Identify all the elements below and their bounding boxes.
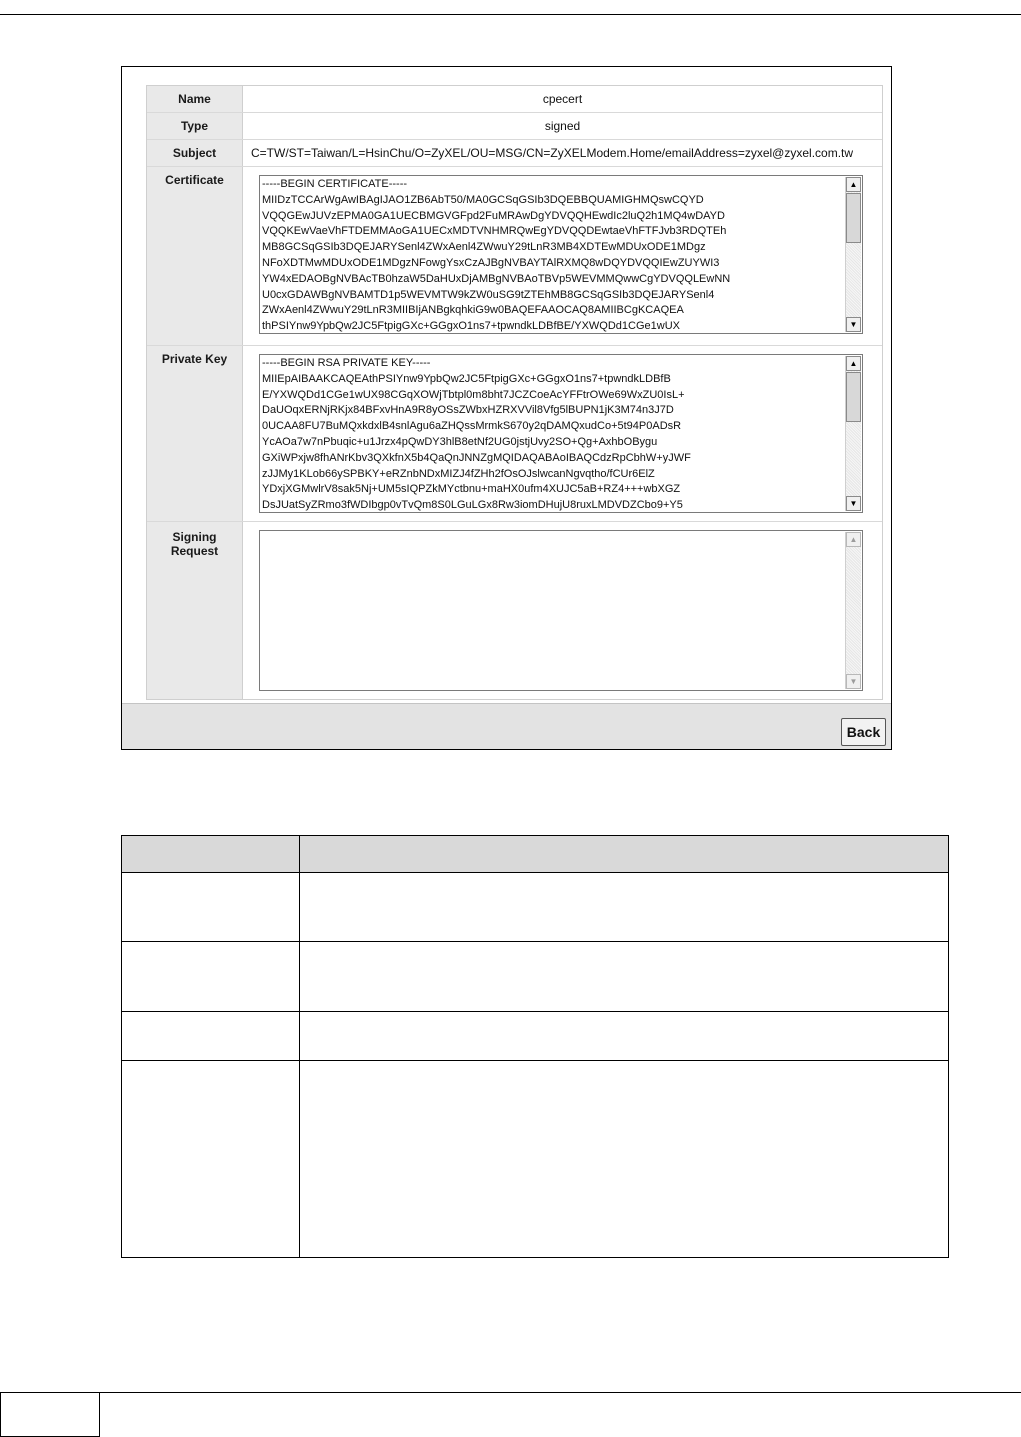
type-row — [147, 113, 882, 140]
field-description-table — [121, 835, 949, 1258]
name-label: Name — [147, 86, 243, 112]
signing-request-label: Signing Request — [147, 522, 243, 699]
name-value: cpecert — [542, 92, 583, 106]
scroll-down-arrow-icon[interactable]: ▼ — [846, 496, 861, 511]
certificate-value-cell — [243, 167, 882, 345]
scroll-up-arrow-icon[interactable]: ▲ — [846, 356, 861, 371]
back-button[interactable]: Back — [841, 718, 886, 746]
table-header-row — [122, 836, 948, 873]
signing-request-row — [147, 522, 882, 699]
column-divider — [299, 836, 300, 1257]
page-header-rule — [0, 14, 1021, 15]
private-key-text: -----BEGIN RSA PRIVATE KEY----- MIIEpAIBAAKCAQEAthPSIYnw9YpbQw2JC5FtpigGXc+GGgxO1ns7+tpwndkLDBfB E/YXWQDd1CGe1wUX98CGqXOWjTbtpl0m8bht7JCZCoeAcYFFtrOWe69WxZU0IsL+ DaUOqxERNjRKjx84BFxvHnA9R8yOSsZWbxHZRXVVil8Vfg5lBUPN1jK3M74n3J7D 0UCAA8FU7BuMQxkdxlB4snlAgu6aZHQssMrmkS670y2qDAMQxudCo+5t94P0ADsR YcAOa7w7nPbuqic+u1Jrzx4pQwDY3hlB8etNf2UG0jstjUvy2SO+Qg+AxhbOBygu GXiWPxjw8fhANrKbv3QXkfnX5b4QaQnJNNZgMQIDAQABAoIBAQCdzRpCbhW+yJWF zJJMy1KLob66ySPBKY+eRZnbNDxMIZJ4fZHh2fOsOJslwcanNgvqtho/fCUr6ElZ YDxjXGMwlrV8sak5Nj+UM5sIQPZkMYctbnu+maHX0ufm4XUJC5aB+RZ4+++wbXGZ DsJUatSyZRmo3fWDIbgp0vTvQm8S0LGuLGx8Rw3iomDHujU8ruxLMDVDZCbo9+Y5 — [262, 357, 691, 512]
private-key-row — [147, 346, 882, 522]
signing-request-textarea[interactable] — [259, 530, 863, 691]
certificate-row — [147, 167, 882, 346]
button-bar — [122, 703, 891, 749]
signing-request-value-cell — [243, 522, 882, 699]
page-number-box — [0, 1392, 100, 1437]
table-row — [122, 942, 948, 1012]
certificate-details-form — [146, 85, 883, 700]
type-value: signed — [544, 119, 581, 133]
name-row — [147, 86, 882, 113]
certificate-label: Certificate — [147, 167, 243, 345]
page-footer-rule — [100, 1392, 1021, 1393]
certificate-textarea[interactable] — [259, 175, 863, 334]
table-row — [122, 1061, 948, 1257]
scroll-down-arrow-icon[interactable]: ▼ — [846, 674, 861, 689]
subject-label: Subject — [147, 140, 243, 166]
signing-request-text — [262, 532, 842, 690]
private-key-value-cell — [243, 346, 882, 521]
private-key-textarea[interactable] — [259, 354, 863, 513]
certificate-scroll-thumb[interactable] — [846, 193, 861, 243]
certificate-details-screen — [121, 66, 892, 750]
scroll-up-arrow-icon[interactable]: ▲ — [846, 532, 861, 547]
scroll-up-arrow-icon[interactable]: ▲ — [846, 177, 861, 192]
private-key-scrollbar[interactable] — [845, 356, 861, 511]
private-key-label: Private Key — [147, 346, 243, 521]
type-label: Type — [147, 113, 243, 139]
scroll-down-arrow-icon[interactable]: ▼ — [846, 317, 861, 332]
certificate-text: -----BEGIN CERTIFICATE----- MIIDzTCCArWgAwIBAgIJAO1ZB6AbT50/MA0GCSqGSIb3DQEBBQUAMIGHMQswCQYD VQQGEwJUVzEPMA0GA1UECBMGVGFpd2FuMRAwDgYDVQQHEwdIc2luQ2h1MQ4wDAYD VQQKEwVaeVhFTDEMMAoGA1UECxMDTVNHMRQwEgYDVQQDEwtaeVhFTFJvb3RDQTEh MB8GCSqGSIb3DQEJARYSenl4ZWxAenl4ZWwuY29tLnR3MB4XDTEwMDUxODE1MDgz NFoXDTMwMDUxODE1MDgzNFowgYsxCzAJBgNVBAYTAlRXMQ8wDQYDVQQIEwZUYWI3 YW4xEDAOBgNVBAcTB0hzaW5DaHUxDjAMBgNVBAoTBVp5WEVMMQwwCgYDVQQLEwNN U0cxGDAWBgNVBAMTD1p5WEVMTW9kZW0uSG9tZTEhMB8GCSqGSIb3DQEJARYSenl4 ZWxAenl4ZWwuY29tLnR3MIIBIjANBgkqhkiG9w0BAQEFAAOCAQ8AMIIBCgKCAQEA thPSIYnw9YpbQw2JC5FtpigGXc+GGgxO1ns7+tpwndkLDBfBE/YXWQDd1CGe1wUX — [262, 178, 731, 333]
table-row — [122, 873, 948, 942]
table-row — [122, 1012, 948, 1061]
certificate-scrollbar[interactable] — [845, 177, 861, 332]
signing-request-scrollbar[interactable] — [845, 532, 861, 689]
subject-value: C=TW/ST=Taiwan/L=HsinChu/O=ZyXEL/OU=MSG/CN=ZyXELModem.Home/emailAddress=zyxel@zyxel.com.tw — [251, 146, 854, 160]
subject-row — [147, 140, 882, 167]
private-key-scroll-thumb[interactable] — [846, 372, 861, 422]
